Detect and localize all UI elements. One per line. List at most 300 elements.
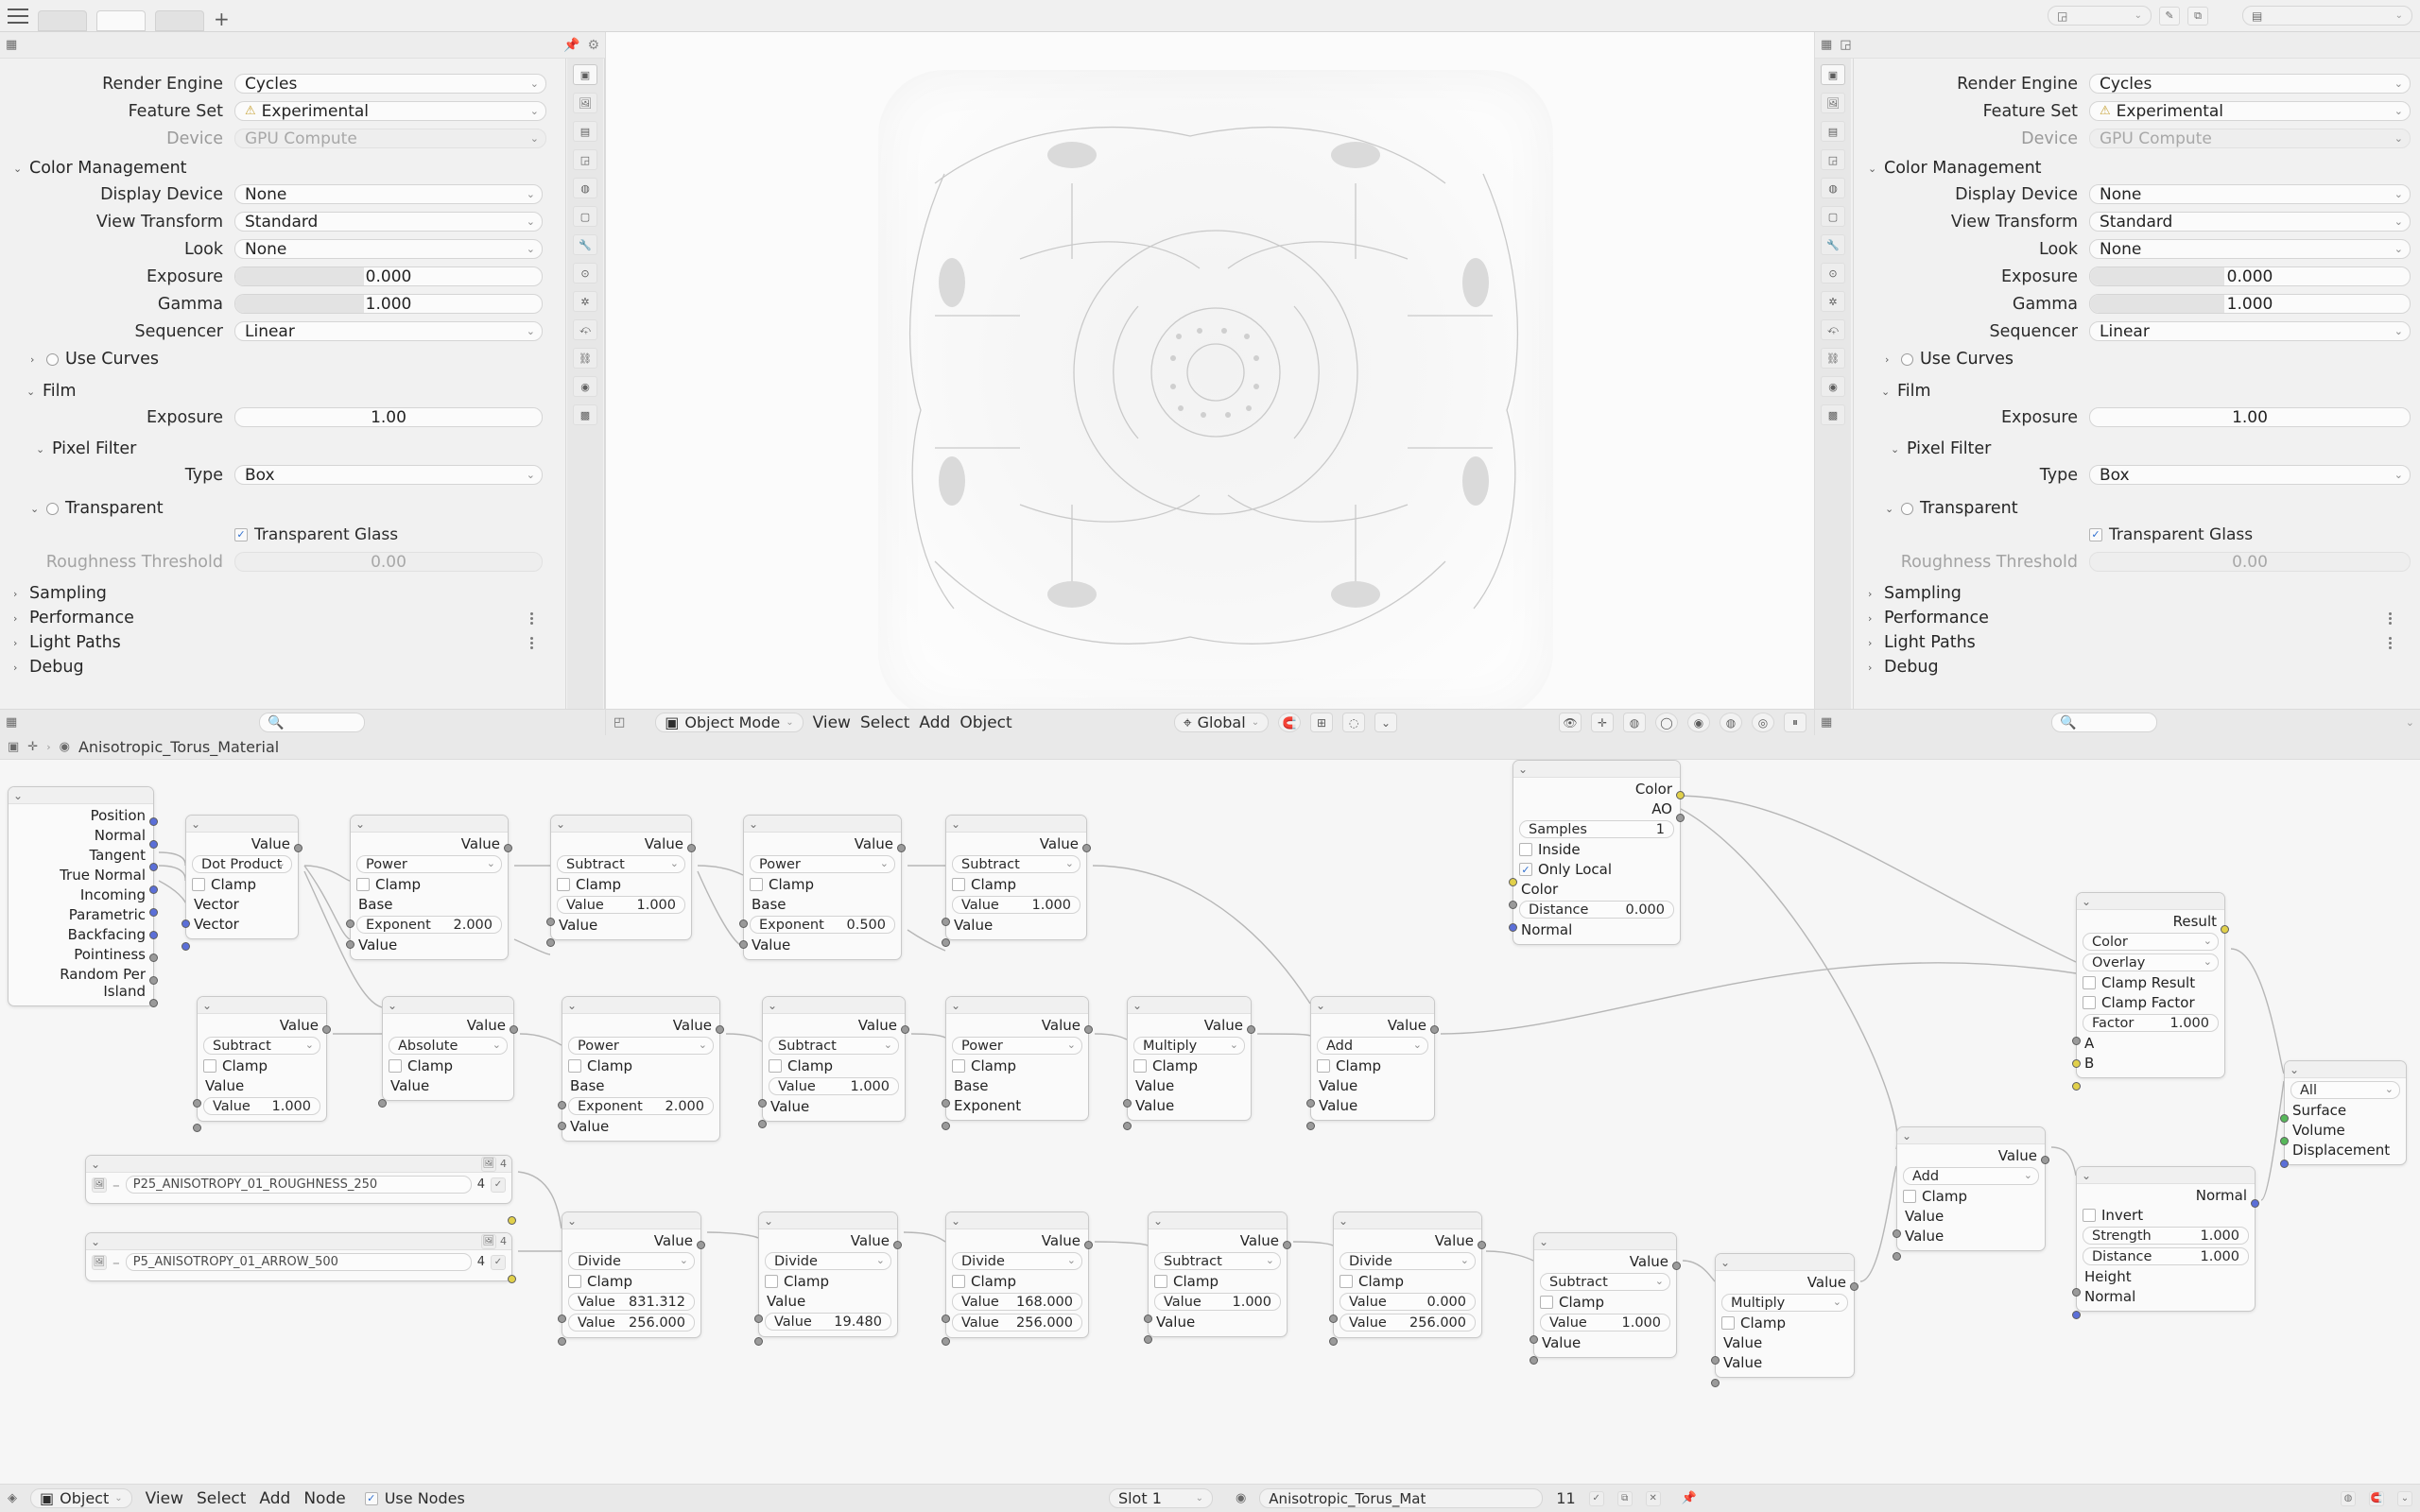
clamp-checkbox[interactable] (952, 876, 1080, 893)
node-header[interactable] (1128, 997, 1251, 1014)
material-users-count[interactable]: 11 (1556, 1489, 1576, 1507)
output-socket[interactable] (1084, 1025, 1093, 1034)
clamp-checkbox[interactable] (557, 876, 685, 893)
image-name-field[interactable]: P5_ANISOTROPY_01_ARROW_500 (126, 1253, 472, 1271)
value-field-1[interactable] (568, 1293, 695, 1311)
output-socket[interactable] (149, 908, 158, 917)
pixel-filter-type-dropdown[interactable] (234, 465, 543, 485)
exponent-field[interactable] (750, 916, 895, 934)
shield-icon[interactable]: ✓ (491, 1177, 506, 1193)
use-nodes-checkbox[interactable] (365, 1489, 465, 1507)
node-material-output[interactable] (2284, 1060, 2407, 1165)
render-engine-dropdown[interactable] (2089, 74, 2411, 94)
output-socket[interactable] (1430, 1025, 1439, 1034)
strength-field[interactable] (2083, 1227, 2249, 1245)
output-socket[interactable] (1283, 1241, 1291, 1249)
input-socket[interactable] (942, 918, 950, 926)
display-device-dropdown[interactable] (234, 184, 543, 204)
clamp-checkbox[interactable] (769, 1057, 899, 1074)
collapse-icon[interactable]: ⌄ (951, 816, 961, 831)
menu-object[interactable]: Object (959, 713, 1012, 732)
output-socket[interactable] (294, 844, 302, 852)
exposure-slider[interactable] (234, 266, 543, 286)
tab-view-layer[interactable]: ▤ (573, 121, 597, 142)
input-socket[interactable] (739, 919, 748, 928)
operation-dropdown[interactable] (192, 855, 292, 873)
properties-search-input[interactable] (259, 713, 365, 732)
input-socket[interactable] (1711, 1379, 1720, 1387)
transparent-glass-checkbox[interactable] (234, 525, 398, 544)
use-curves-toggle[interactable] (46, 353, 59, 366)
node-math-subtract-4[interactable] (762, 996, 906, 1122)
node-math-power-3[interactable] (562, 996, 720, 1142)
section-debug[interactable] (1868, 655, 2411, 679)
shield-icon[interactable]: ✓ (1589, 1491, 1604, 1506)
output-socket[interactable] (901, 1025, 909, 1034)
node-header[interactable] (2285, 1061, 2406, 1078)
menu-node[interactable]: Node (303, 1488, 346, 1508)
node-math-divide-4[interactable] (1333, 1211, 1482, 1338)
operation-dropdown[interactable] (1721, 1294, 1848, 1312)
input-socket[interactable] (1530, 1335, 1538, 1344)
input-socket-a[interactable] (2072, 1059, 2081, 1068)
scene-selector[interactable] (2048, 6, 2152, 26)
collapse-icon[interactable]: ⌄ (1902, 1128, 1912, 1143)
section-film[interactable] (26, 379, 556, 404)
section-color-management[interactable] (1868, 156, 2411, 180)
output-socket-result[interactable] (2221, 925, 2229, 934)
menu-add[interactable]: Add (919, 713, 951, 732)
output-socket[interactable] (149, 931, 158, 939)
clamp-checkbox[interactable] (750, 876, 895, 893)
input-socket-color[interactable] (1509, 878, 1517, 886)
operation-dropdown[interactable] (568, 1037, 714, 1055)
collapse-icon[interactable]: ⌄ (91, 1157, 101, 1171)
collapse-icon[interactable]: ⌄ (567, 1213, 578, 1228)
input-socket[interactable] (739, 940, 748, 949)
section-pixel-filter[interactable] (36, 437, 556, 461)
node-math-divide-2[interactable] (758, 1211, 898, 1337)
clamp-checkbox[interactable] (568, 1057, 714, 1074)
collapse-icon[interactable]: ⌄ (768, 998, 778, 1012)
overlays-icon[interactable]: ◍ (1623, 713, 1646, 732)
tab-particles[interactable]: ✲ (1821, 291, 1845, 312)
node-header[interactable] (1897, 1127, 2045, 1144)
feature-set-dropdown[interactable] (2089, 101, 2411, 121)
image-icon[interactable]: 🖼 (481, 1157, 496, 1172)
clamp-checkbox[interactable] (1133, 1057, 1245, 1074)
tab-world[interactable]: ◍ (573, 178, 597, 198)
input-socket[interactable] (193, 1124, 201, 1132)
exposure-slider[interactable] (2089, 266, 2411, 286)
input-socket[interactable] (754, 1337, 763, 1346)
operation-dropdown[interactable] (1317, 1037, 1428, 1055)
input-socket[interactable] (558, 1337, 566, 1346)
output-socket[interactable] (1672, 1262, 1681, 1270)
clamp-result-checkbox[interactable] (2083, 974, 2219, 991)
input-socket[interactable] (182, 919, 190, 928)
value-field[interactable] (952, 896, 1080, 914)
input-socket[interactable] (942, 1337, 950, 1346)
tab-physics[interactable]: ⤽ (573, 319, 597, 340)
node-header[interactable] (1534, 1233, 1676, 1250)
node-geometry[interactable] (8, 786, 154, 1006)
tab-constraints[interactable]: ⛓ (1821, 348, 1845, 369)
transparent-toggle[interactable] (46, 503, 59, 515)
tab-output[interactable]: 🖼 (573, 93, 597, 113)
collapse-icon[interactable]: ⌄ (567, 998, 578, 1012)
menu-add[interactable]: Add (259, 1488, 291, 1508)
section-use-curves[interactable] (30, 347, 556, 371)
snap-icon[interactable]: 🧲 (2369, 1491, 2384, 1506)
render-engine-dropdown[interactable] (234, 74, 546, 94)
section-transparent[interactable] (1885, 496, 2411, 521)
input-socket[interactable] (378, 1099, 387, 1108)
node-header[interactable] (1716, 1254, 1854, 1271)
node-image-strip-group[interactable] (85, 1155, 512, 1204)
node-header[interactable] (946, 816, 1086, 833)
tab-texture[interactable]: ▩ (1821, 404, 1845, 425)
tab-view-layer[interactable]: ▤ (1821, 121, 1845, 142)
output-socket[interactable] (1478, 1241, 1486, 1249)
only-local-checkbox[interactable] (1519, 861, 1674, 878)
falloff-icon[interactable]: ⌄ (1374, 713, 1397, 732)
tab-object[interactable]: 🔧 (573, 234, 597, 255)
operation-dropdown[interactable] (952, 1037, 1082, 1055)
output-socket[interactable] (2041, 1156, 2049, 1164)
input-socket[interactable] (1123, 1122, 1132, 1130)
gamma-slider[interactable] (2089, 294, 2411, 314)
collapse-icon[interactable]: ⌄ (951, 1213, 961, 1228)
output-socket[interactable] (322, 1025, 331, 1034)
output-socket[interactable] (893, 1241, 902, 1249)
operation-dropdown[interactable] (769, 1037, 899, 1055)
tab-object[interactable]: 🔧 (1821, 234, 1845, 255)
input-socket[interactable] (942, 938, 950, 947)
chevron-down-icon[interactable]: ⌄ (2405, 716, 2414, 729)
add-workspace-button[interactable]: + (214, 7, 230, 30)
node-header[interactable] (2077, 1167, 2255, 1184)
properties-editor-type-icon[interactable]: ▦ (1821, 38, 1833, 52)
snap-target-icon[interactable]: ⊞ (1310, 713, 1333, 732)
distance-field[interactable] (1519, 901, 1674, 919)
tab-render[interactable]: ▣ (1821, 64, 1845, 85)
collapse-icon[interactable]: ⌄ (556, 816, 566, 831)
value-field[interactable] (769, 1077, 899, 1095)
node-ambient-occlusion[interactable] (1512, 760, 1681, 945)
output-socket[interactable] (508, 1275, 516, 1283)
menu-select[interactable]: Select (196, 1488, 247, 1508)
node-math-subtract-2[interactable] (945, 815, 1087, 940)
distance-field[interactable] (2083, 1247, 2249, 1265)
input-socket[interactable] (558, 1122, 566, 1130)
node-header[interactable] (1334, 1212, 1481, 1229)
add-icon[interactable]: ✛ (27, 740, 39, 754)
tab-particles[interactable]: ✲ (573, 291, 597, 312)
output-socket-normal[interactable] (2251, 1199, 2259, 1208)
node-mix-rgb-overlay[interactable] (2076, 892, 2225, 1078)
duplicate-icon[interactable]: ⧉ (1617, 1491, 1633, 1506)
target-dropdown[interactable] (2290, 1081, 2400, 1099)
collapse-icon[interactable]: ⌄ (191, 816, 201, 831)
input-socket[interactable] (1711, 1356, 1720, 1365)
viewport-3d[interactable] (605, 32, 1815, 735)
input-socket[interactable] (754, 1314, 763, 1323)
collapse-icon[interactable]: ⌄ (1539, 1234, 1549, 1248)
invert-checkbox[interactable] (2083, 1207, 2249, 1224)
section-color-management[interactable] (13, 156, 556, 180)
value-field[interactable] (1154, 1293, 1281, 1311)
pin-icon[interactable]: 📌 (563, 37, 580, 53)
shading-material-icon[interactable]: ◍ (1720, 713, 1742, 732)
node-header[interactable] (186, 816, 298, 833)
node-canvas[interactable] (0, 760, 2420, 1484)
operation-dropdown[interactable] (1540, 1273, 1670, 1291)
node-math-subtract-6[interactable] (1533, 1232, 1677, 1358)
tab-modifiers[interactable]: ⊙ (1821, 263, 1845, 284)
section-performance[interactable] (13, 606, 556, 630)
output-socket[interactable] (149, 976, 158, 985)
node-math-divide-1[interactable] (562, 1211, 701, 1338)
input-socket[interactable] (1530, 1356, 1538, 1365)
scene-icon[interactable]: ◲ (1840, 38, 1852, 52)
collapse-icon[interactable]: ⌄ (91, 1234, 101, 1248)
tab-texture[interactable]: ▩ (573, 404, 597, 425)
collapse-icon[interactable]: ⌄ (1518, 762, 1529, 776)
input-socket-surface[interactable] (2280, 1114, 2289, 1123)
node-math-absolute[interactable] (382, 996, 514, 1101)
properties-editor-type-icon[interactable]: ▦ (6, 38, 18, 52)
operation-dropdown[interactable] (1903, 1167, 2039, 1185)
roughness-threshold-field[interactable] (2089, 552, 2411, 572)
operation-dropdown[interactable] (356, 855, 502, 873)
output-socket[interactable] (149, 885, 158, 894)
clamp-checkbox[interactable] (389, 1057, 508, 1074)
properties-editor-type-icon[interactable]: ▦ (1821, 715, 1833, 730)
output-socket[interactable] (697, 1241, 705, 1249)
node-bump[interactable] (2076, 1166, 2256, 1312)
input-socket[interactable] (546, 918, 555, 926)
node-math-divide-3[interactable] (945, 1211, 1089, 1338)
collapse-icon[interactable]: ⌄ (1339, 1213, 1349, 1228)
section-sampling[interactable] (1868, 581, 2411, 606)
node-math-subtract-1[interactable] (550, 815, 692, 940)
clamp-checkbox[interactable] (192, 876, 292, 893)
node-math-power-4[interactable] (945, 996, 1089, 1121)
sequencer-dropdown[interactable] (2089, 321, 2411, 341)
input-socket[interactable] (1144, 1314, 1152, 1323)
node-header[interactable] (1149, 1212, 1287, 1229)
input-socket-distance[interactable] (1509, 901, 1517, 909)
pin-icon[interactable]: 📌 (1681, 1491, 1697, 1505)
menu-select[interactable]: Select (859, 713, 910, 732)
film-exposure-field[interactable] (234, 407, 543, 427)
roughness-threshold-field[interactable] (234, 552, 543, 572)
gizmo-icon[interactable]: ✛ (1591, 713, 1614, 732)
collapse-icon[interactable]: ⌄ (1316, 998, 1326, 1012)
input-socket[interactable] (558, 1101, 566, 1109)
shield-icon[interactable]: ✓ (491, 1255, 506, 1270)
value-field-1[interactable] (952, 1293, 1082, 1311)
section-sampling[interactable] (13, 581, 556, 606)
section-performance[interactable] (1868, 606, 2411, 630)
tab-material[interactable]: ◉ (573, 376, 597, 397)
node-image-strip-group-2[interactable] (85, 1232, 512, 1281)
section-debug[interactable] (13, 655, 556, 679)
inside-checkbox[interactable] (1519, 841, 1674, 858)
input-socket-b[interactable] (2072, 1082, 2081, 1091)
mode-selector[interactable] (655, 713, 803, 732)
node-header[interactable] (946, 997, 1088, 1014)
collapse-icon[interactable]: ⌄ (2082, 1168, 2092, 1182)
node-header[interactable] (9, 787, 153, 804)
clamp-checkbox[interactable] (1317, 1057, 1428, 1074)
tab-scene[interactable]: ◲ (573, 149, 597, 170)
input-socket[interactable] (758, 1099, 767, 1108)
value-field-2[interactable] (568, 1314, 695, 1332)
input-socket[interactable] (346, 940, 354, 949)
clamp-checkbox[interactable] (203, 1057, 320, 1074)
value-field[interactable] (1540, 1314, 1670, 1332)
input-socket-factor[interactable] (2072, 1037, 2081, 1045)
collapse-icon[interactable]: ⌄ (388, 998, 398, 1012)
copy-scene-button[interactable]: ⧉ (2187, 7, 2208, 26)
node-math-add-2[interactable] (1896, 1126, 2046, 1251)
section-pixel-filter[interactable] (1891, 437, 2411, 461)
output-socket[interactable] (508, 1216, 516, 1225)
operation-dropdown[interactable] (765, 1252, 891, 1270)
shader-type-selector[interactable] (30, 1488, 132, 1508)
node-header[interactable] (198, 997, 326, 1014)
output-socket[interactable] (1850, 1282, 1858, 1291)
node-math-multiply-1[interactable] (1127, 996, 1252, 1121)
input-socket[interactable] (1893, 1252, 1901, 1261)
tool-icon[interactable]: ⚙ (587, 37, 599, 53)
input-socket-height[interactable] (2072, 1288, 2081, 1297)
input-socket-normal[interactable] (2072, 1311, 2081, 1319)
collapse-icon[interactable]: ⌄ (1132, 998, 1143, 1012)
material-datablock-field[interactable] (1259, 1488, 1543, 1508)
tab-physics[interactable]: ⤽ (1821, 319, 1845, 340)
new-scene-button[interactable]: ✎ (2159, 7, 2180, 26)
output-socket[interactable] (149, 999, 158, 1007)
node-math-subtract-3[interactable] (197, 996, 327, 1122)
tab-constraints[interactable]: ⛓ (573, 348, 597, 369)
workspace-tab-3[interactable] (155, 10, 204, 31)
node-header[interactable] (562, 1212, 700, 1229)
operation-dropdown[interactable] (750, 855, 895, 873)
input-socket[interactable] (942, 1099, 950, 1108)
operation-dropdown[interactable] (203, 1037, 320, 1055)
properties-search-input[interactable] (2051, 713, 2157, 732)
node-header[interactable] (946, 1212, 1088, 1229)
collapse-icon[interactable]: ⌄ (202, 998, 213, 1012)
clamp-checkbox[interactable] (1721, 1314, 1848, 1332)
input-socket[interactable] (346, 919, 354, 928)
clamp-checkbox[interactable] (1540, 1294, 1670, 1311)
input-socket[interactable] (1123, 1099, 1132, 1108)
node-math-subtract-5[interactable] (1148, 1211, 1288, 1337)
device-dropdown[interactable] (234, 129, 546, 148)
sequencer-dropdown[interactable] (234, 321, 543, 341)
hamburger-icon[interactable] (8, 9, 28, 24)
output-socket[interactable] (149, 954, 158, 962)
node-header[interactable] (744, 816, 901, 833)
node-math-power-2[interactable] (743, 815, 902, 960)
view-transform-dropdown[interactable] (234, 212, 543, 232)
clamp-checkbox[interactable] (1903, 1188, 2039, 1205)
node-math-power-1[interactable] (350, 815, 509, 960)
look-dropdown[interactable] (234, 239, 543, 259)
input-socket[interactable] (1306, 1099, 1315, 1108)
options-icon[interactable]: ⌄ (2397, 1491, 2412, 1506)
input-socket[interactable] (758, 1120, 767, 1128)
output-socket-ao[interactable] (1676, 814, 1685, 822)
workspace-tab-2[interactable] (96, 10, 146, 31)
node-header[interactable] (86, 1156, 511, 1173)
collapse-icon[interactable]: ⌄ (951, 998, 961, 1012)
film-exposure-field[interactable] (2089, 407, 2411, 427)
section-film[interactable] (1881, 379, 2411, 404)
image-icon[interactable]: 🖼 (92, 1177, 107, 1193)
workspace-tab-1[interactable] (38, 10, 87, 31)
node-header[interactable] (86, 1233, 511, 1250)
tab-output[interactable]: 🖼 (1821, 93, 1845, 113)
image-icon[interactable]: 🖼 (481, 1234, 496, 1249)
menu-view[interactable]: View (812, 713, 851, 732)
blend-mode-dropdown[interactable] (2083, 954, 2219, 971)
input-socket[interactable] (546, 938, 555, 947)
input-socket[interactable] (942, 1122, 950, 1130)
operation-dropdown[interactable] (557, 855, 685, 873)
section-use-curves[interactable] (1885, 347, 2411, 371)
input-socket[interactable] (1329, 1314, 1338, 1323)
node-math-multiply-2[interactable] (1715, 1253, 1855, 1378)
menu-view[interactable]: View (145, 1488, 183, 1508)
output-socket[interactable] (1247, 1025, 1255, 1034)
value-field[interactable] (765, 1313, 891, 1331)
input-socket[interactable] (193, 1099, 201, 1108)
pixel-filter-type-dropdown[interactable] (2089, 465, 2411, 485)
viewport-editor-type-icon[interactable]: ◰ (614, 715, 626, 730)
operation-dropdown[interactable] (568, 1252, 695, 1270)
collapse-icon[interactable]: ⌄ (1153, 1213, 1164, 1228)
material-slot-selector[interactable] (1109, 1488, 1213, 1508)
input-socket[interactable] (1893, 1229, 1901, 1238)
feature-set-dropdown[interactable] (234, 101, 546, 121)
node-math-add-1[interactable] (1310, 996, 1435, 1121)
operation-dropdown[interactable] (952, 1252, 1082, 1270)
factor-field[interactable] (2083, 1014, 2219, 1032)
shading-solid-icon[interactable]: ◉ (1687, 713, 1710, 732)
exponent-field[interactable] (568, 1097, 714, 1115)
samples-field[interactable] (1519, 820, 1674, 838)
input-socket[interactable] (1144, 1335, 1152, 1344)
view-layer-selector[interactable] (2242, 6, 2412, 26)
section-transparent[interactable] (30, 496, 556, 521)
operation-dropdown[interactable] (1154, 1252, 1281, 1270)
node-header[interactable] (759, 1212, 897, 1229)
node-header[interactable] (2077, 893, 2224, 910)
collapse-icon[interactable]: ⌄ (764, 1213, 774, 1228)
output-socket[interactable] (510, 1025, 518, 1034)
clamp-checkbox[interactable] (568, 1273, 695, 1290)
value-field-2[interactable] (1340, 1314, 1476, 1332)
clamp-checkbox[interactable] (952, 1057, 1082, 1074)
visibility-icon[interactable]: 👁 (1559, 713, 1582, 732)
value-field-2[interactable] (952, 1314, 1082, 1332)
x-icon[interactable]: ✕ (1646, 1491, 1661, 1506)
